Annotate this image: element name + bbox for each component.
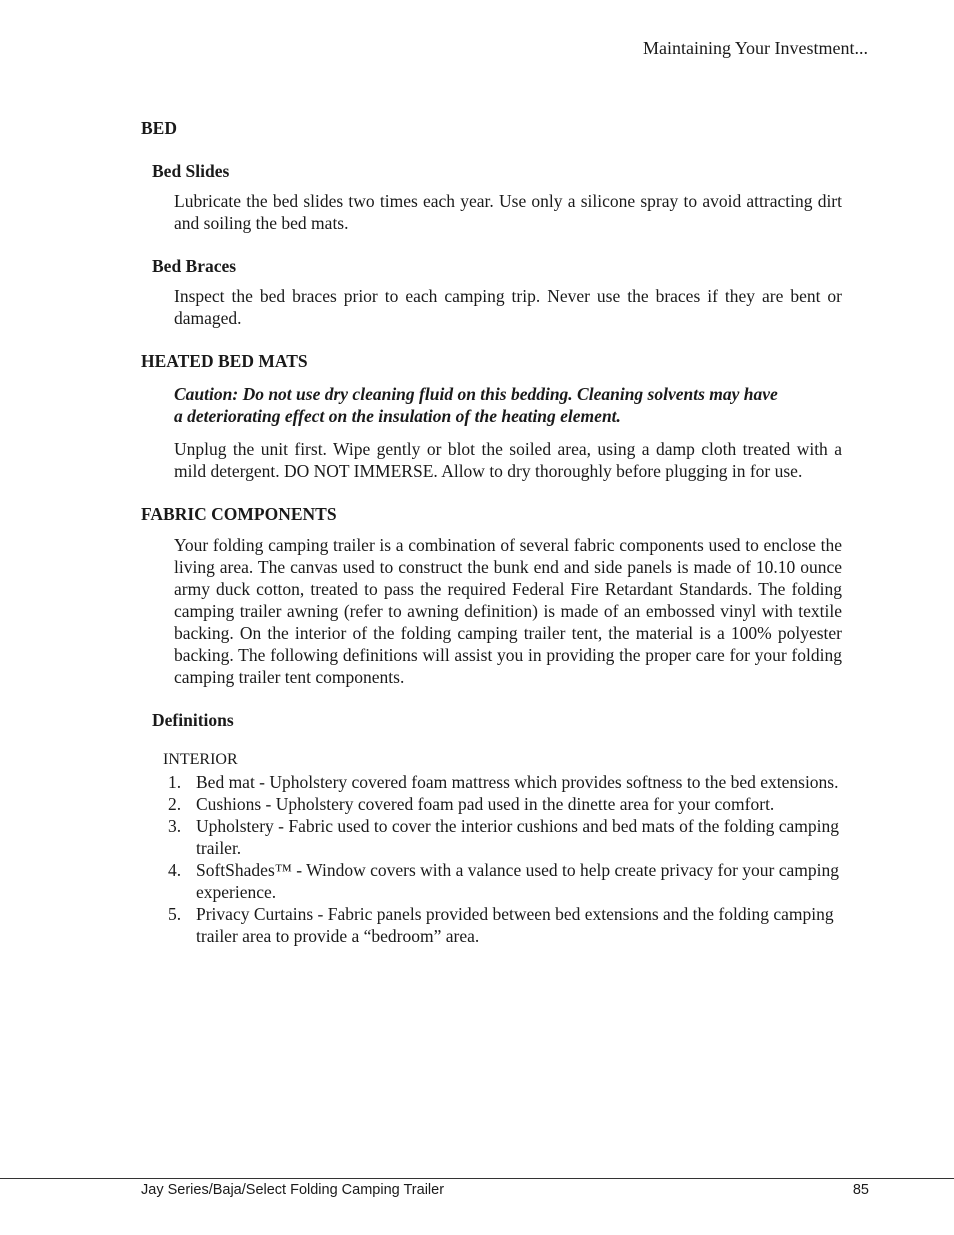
paragraph-heated-bed-mats: Unplug the unit first. Wipe gently or blot the soiled area, using a damp cloth treated with a mild detergent. DO NOT IMMERSE. Allow to dry thoroughly before plugging in for use. bbox=[174, 439, 842, 481]
list-item-text: Upholstery - Fabric used to cover the interior cushions and bed mats of the folding camping trailer. bbox=[196, 816, 839, 858]
list-item-number: 1. bbox=[168, 772, 182, 792]
list-item bbox=[163, 771, 843, 793]
footer-title: Jay Series/Baja/Select Folding Camping Trailer bbox=[141, 1182, 445, 1198]
paragraph-fabric-components: Your folding camping trailer is a combination of several fabric components used to enclose the living area. The canvas used to construct the bunk end and side panels is made of 10.10 ounce army duck cotton, treated to pass the required Federal Fire Retardant Standards. The folding camping trailer awning (refer to awning definition) is made of an embossed vinyl with textile backing. On the interior of the folding camping trailer tent, the material is a 100% polyester backing. The following definitions will assist you in providing the proper care for your folding camping trailer tent components. bbox=[174, 535, 842, 687]
list-item bbox=[163, 859, 843, 903]
definitions-list bbox=[163, 771, 843, 947]
running-header: Maintaining Your Investment... bbox=[643, 38, 868, 58]
list-item-number: 5. bbox=[168, 904, 182, 924]
list-item-number: 3. bbox=[168, 816, 182, 836]
list-item-text: Privacy Curtains - Fabric panels provided between bed extensions and the folding camping trailer area to provide a “bedroom” area. bbox=[196, 904, 834, 946]
list-item-text: Bed mat - Upholstery covered foam mattress which provides softness to the bed extensions. bbox=[196, 772, 839, 792]
interior-label: INTERIOR bbox=[163, 751, 238, 768]
list-item-text: Cushions - Upholstery covered foam pad used in the dinette area for your comfort. bbox=[196, 794, 775, 814]
caution-notice bbox=[174, 383, 842, 427]
footer-divider bbox=[0, 1178, 954, 1179]
section-heading-heated-bed-mats: HEATED BED MATS bbox=[141, 351, 308, 371]
list-item bbox=[163, 903, 843, 947]
subheading-bed-braces: Bed Braces bbox=[152, 256, 237, 276]
subheading-bed-slides: Bed Slides bbox=[152, 161, 230, 181]
section-heading-bed: BED bbox=[141, 118, 177, 138]
paragraph-bed-braces: Inspect the bed braces prior to each camping trip. Never use the braces if they are bent or damaged. bbox=[174, 286, 842, 328]
list-item bbox=[163, 793, 843, 815]
list-item-text: SoftShades™ - Window covers with a valance used to help create privacy for your camping experience. bbox=[196, 860, 840, 902]
list-item-number: 2. bbox=[168, 794, 182, 814]
caution-line-2: a deteriorating effect on the insulation of the heating element. bbox=[174, 406, 621, 426]
list-item-number: 4. bbox=[168, 860, 182, 880]
subheading-definitions: Definitions bbox=[152, 710, 234, 730]
list-item bbox=[163, 815, 843, 859]
section-heading-fabric-components: FABRIC COMPONENTS bbox=[141, 504, 337, 524]
caution-line-1: Caution: Do not use dry cleaning fluid on this bedding. Cleaning solvents may have bbox=[174, 384, 778, 404]
page-number: 85 bbox=[852, 1182, 869, 1198]
paragraph-bed-slides: Lubricate the bed slides two times each year. Use only a silicone spray to avoid attracting dirt and soiling the bed mats. bbox=[174, 191, 842, 233]
